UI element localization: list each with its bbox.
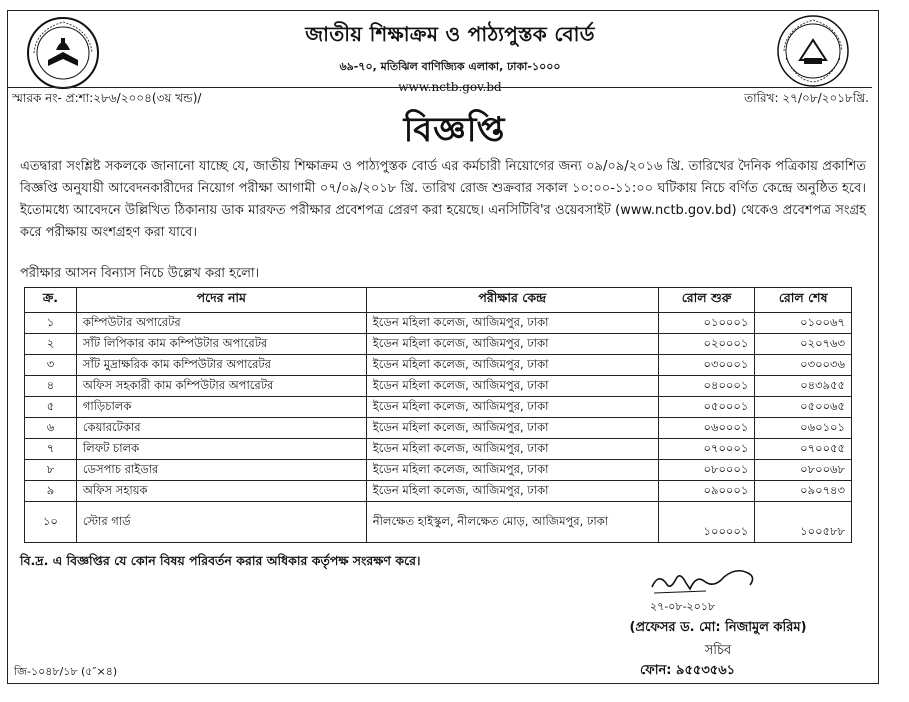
center-cell: ইডেন মহিলা কলেজ, আজিমপুর, ঢাকা (366, 439, 658, 460)
center-cell: ইডেন মহিলা কলেজ, আজিমপুর, ঢাকা (366, 460, 658, 481)
roll-start-cell: ০৮০০০১ (658, 460, 755, 481)
serial-cell: ৩ (25, 355, 77, 376)
post-cell: অফিস সহকারী কাম কম্পিউটার অপারেটর (76, 376, 366, 397)
seat-plan-table (24, 287, 852, 543)
roll-start-cell: ০৬০০০১ (658, 418, 755, 439)
post-cell: অফিস সহায়ক (76, 481, 366, 502)
center-cell: ইডেন মহিলা কলেজ, আজিমপুর, ঢাকা (366, 313, 658, 334)
serial-cell: ১ (25, 313, 77, 334)
center-cell: ইডেন মহিলা কলেজ, আজিমপুর, ঢাকা (366, 355, 658, 376)
center-cell: ইডেন মহিলা কলেজ, আজিমপুর, ঢাকা (366, 397, 658, 418)
post-cell: সাঁট লিপিকার কাম কম্পিউটার অপারেটর (76, 334, 366, 355)
post-cell: স্টোর গার্ড (76, 502, 366, 543)
table-row (25, 502, 852, 543)
serial-cell: ৮ (25, 460, 77, 481)
table-row (25, 334, 852, 355)
print-code: জি-১০৪৮/১৮ (৫″×৪) (14, 665, 118, 678)
roll-start-cell: ০২০০০১ (658, 334, 755, 355)
post-cell: সাঁট মুদ্রাক্ষরিক কাম কম্পিউটার অপারেটর (76, 355, 366, 376)
serial-cell: ৬ (25, 418, 77, 439)
table-intro: পরীক্ষার আসন বিন্যাস নিচে উল্লেখ করা হলো। (20, 266, 260, 281)
table-row (25, 355, 852, 376)
post-cell: ডেসপাচ রাইডার (76, 460, 366, 481)
organization-website: www.nctb.gov.bd (398, 80, 502, 94)
notice-date: তারিখ: ২৭/০৮/২০১৮খ্রি. (744, 91, 869, 105)
roll-end-cell: ০৩০০৩৬ (755, 355, 852, 376)
roll-start-cell: ০৫০০০১ (658, 397, 755, 418)
contact-phone: ফোন: ৯৫৫৩৫৬১ (640, 663, 736, 678)
signer-title: সচিব (704, 643, 732, 658)
serial-cell: ১০ (25, 502, 77, 543)
government-seal-icon (776, 14, 850, 88)
signer-name: (প্রফেসর ড. মো: নিজামুল করিম) (629, 620, 807, 635)
disclaimer-note: বি.দ্র. এ বিজ্ঞপ্তির যে কোন বিষয় পরিবর্তন করার অধিকার কর্তৃপক্ষ সংরক্ষণ করে। (20, 553, 421, 568)
notice-title: বিজ্ঞপ্তি (403, 110, 506, 150)
post-cell: কম্পিউটার অপারেটর (76, 313, 366, 334)
serial-cell: ৪ (25, 376, 77, 397)
header-roll-end: রোল শেষ (755, 288, 852, 313)
center-cell: ইডেন মহিলা কলেজ, আজিমপুর, ঢাকা (366, 334, 658, 355)
header-center: পরীক্ষার কেন্দ্র (366, 288, 658, 313)
roll-end-cell: ০৫০০৬৫ (755, 397, 852, 418)
organization-address: ৬৯-৭০, মতিঝিল বাণিজ্যিক এলাকা, ঢাকা-১০০০ (339, 60, 561, 73)
header-roll-start: রোল শুরু (658, 288, 755, 313)
table-row (25, 376, 852, 397)
roll-start-cell: ০১০০০১ (658, 313, 755, 334)
roll-end-cell: ০১০০৬৭ (755, 313, 852, 334)
center-cell: ইডেন মহিলা কলেজ, আজিমপুর, ঢাকা (366, 418, 658, 439)
table-row (25, 439, 852, 460)
table-row (25, 418, 852, 439)
center-cell: ইডেন মহিলা কলেজ, আজিমপুর, ঢাকা (366, 481, 658, 502)
signature-date: ২৭-০৮-২০১৮ (650, 600, 716, 613)
roll-start-cell: ০৪০০০১ (658, 376, 755, 397)
roll-start-cell: ১০০০০১ (658, 502, 755, 543)
table-row (25, 313, 852, 334)
roll-start-cell: ০৯০০০১ (658, 481, 755, 502)
roll-end-cell: ০৬০১০১ (755, 418, 852, 439)
table-row (25, 481, 852, 502)
roll-end-cell: ০৪৩৯৫৫ (755, 376, 852, 397)
center-cell: নীলক্ষেত হাইস্কুল, নীলক্ষেত মোড়, আজিমপুর, ঢাকা (366, 502, 658, 543)
memo-number: স্মারক নং- প্র:শা:২৮৬/২০০৪(৩য় খন্ড)/ (12, 91, 202, 105)
table-row (25, 397, 852, 418)
signature-icon (644, 565, 764, 599)
roll-end-cell: ০৭০০৫৫ (755, 439, 852, 460)
organization-name: জাতীয় শিক্ষাক্রম ও পাঠ্যপুস্তক বোর্ড (305, 22, 595, 46)
roll-end-cell: ০২০৭৬৩ (755, 334, 852, 355)
post-cell: গাড়িচালক (76, 397, 366, 418)
roll-start-cell: ০৭০০০১ (658, 439, 755, 460)
serial-cell: ৯ (25, 481, 77, 502)
post-cell: লিফট চালক (76, 439, 366, 460)
header-post: পদের নাম (76, 288, 366, 313)
table-row (25, 460, 852, 481)
header-divider (8, 87, 872, 88)
serial-cell: ৫ (25, 397, 77, 418)
notice-body (20, 156, 866, 244)
post-cell: কেয়ারটেকার (76, 418, 366, 439)
notice-paragraph: এতদ্বারা সংশ্লিষ্ট সকলকে জানানো যাচ্ছে যে, জাতীয় শিক্ষাক্রম ও পাঠ্যপুস্তক বোর্ড এর কর্মচারী নিয়োগের জন্য ০৯/০৯/২০১৬ খ্রি. তারিখের দৈনিক পত্রিকায় প্রকাশিত বিজ্ঞপ্তি অনুযায়ী আবেদনকারীদের নিয়োগ পরীক্ষা আগামী ০৭/০৯/২০১৮ খ্রি. তারিখ রোজ শুক্রবার সকাল ১০:০০-১১:০০ ঘটিকায় নিচে বর্ণিত কেন্দ্রে অনুষ্ঠিত হবে। ইতোমধ্যে আবেদনে উল্লিখিত ঠিকানায় ডাক মারফত পরীক্ষার প্রবেশপত্র প্রেরণ করা হয়েছে। এনসিটিবি'র ওয়েবসাইট (www.nctb.gov.bd) থেকেও প্রবেশপত্র সংগ্রহ করে পরীক্ষায় অংশগ্রহণ করা যাবে। (20, 159, 866, 240)
roll-end-cell: ০৯০৭৪৩ (755, 481, 852, 502)
roll-end-cell: ১০০৫৮৮ (755, 502, 852, 543)
center-cell: ইডেন মহিলা কলেজ, আজিমপুর, ঢাকা (366, 376, 658, 397)
roll-start-cell: ০৩০০০১ (658, 355, 755, 376)
header-serial: ক্র. (25, 288, 77, 313)
serial-cell: ৭ (25, 439, 77, 460)
header-block (240, 20, 660, 94)
roll-end-cell: ০৮০০৬৮ (755, 460, 852, 481)
table-header-row (25, 288, 852, 313)
nctb-logo-icon (26, 16, 100, 90)
serial-cell: ২ (25, 334, 77, 355)
